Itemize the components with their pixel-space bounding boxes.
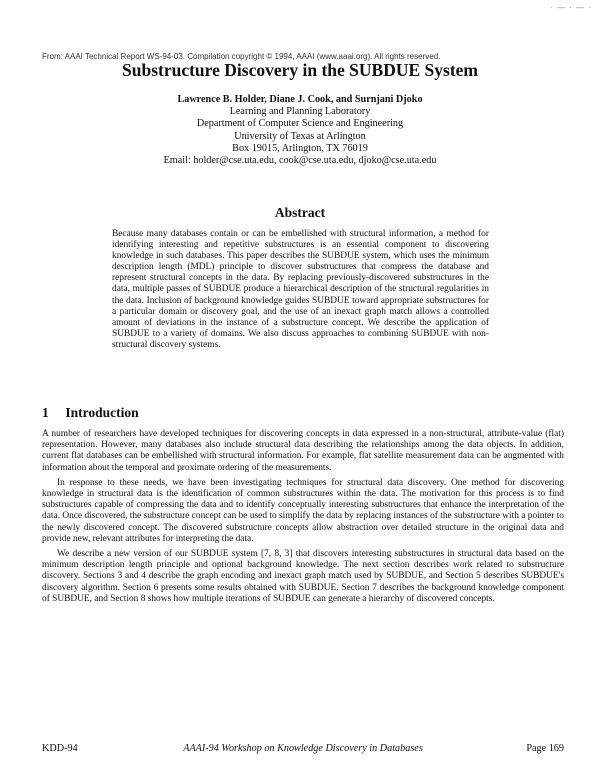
affiliation-lab: Learning and Planning Laboratory	[229, 106, 371, 118]
paper-title: Substructure Discovery in the SUBDUE System	[122, 60, 478, 80]
intro-paragraph-1: A number of researchers have developed techniques for discovering concepts in data expressed in a non-structural, attribute-value (flat) representation. However, many databases also include structural data describing the relationships among the data objects. In addition, current flat databases can be embellished with structural information. For example, flat satellite measurement data can be augmented with information about the temporal and proximate ordering of the measurements.	[42, 429, 564, 473]
intro-paragraph-2: In response to these needs, we have been investigating techniques for structural data discovery. One method for discovering knowledge in structural data is the identification of common substructures within the data. The motivation for this process is to find substructures capable of compressing the data and to identify conceptually interesting substructures that enhance the interpretation of the data. Once discovered, the substructure concept can be used to simplify the data by replacing instances of the substructure with a pointer to the newly discovered concept. The discovered substructure concepts allow abstraction over detailed structure in the original data and provide new, relevant attributes for interpreting the data.	[42, 477, 564, 544]
affiliation-department: Department of Computer Science and Engineering	[196, 118, 404, 130]
corner-mark: · — · — ·	[550, 3, 592, 12]
footer-page-number: Page 169	[526, 743, 564, 754]
abstract-body: Because many databases contain or can be embellished with structural information, a method for identifying interesting and repetitive substructures is an essential component to discovering knowledge in such databases. This paper describes the SUBDUE system, which uses the minimum description length (MDL) principle to discover substructures that compress the database and represent structural concepts in the data. By replacing previously-discovered substructures in the data, multiple passes of SUBDUE produce a hierarchical description of the structural regularities in the data. Inclusion of background knowledge guides SUBDUE toward appropriate substructures for a particular domain or discovery goal, and the use of an inexact graph match allows a controlled amount of deviations in the instance of a substructure concept. We describe the application of SUBDUE to a variety of domains. We also discuss approaches to combining SUBDUE with non-structural discovery systems.	[112, 229, 489, 350]
intro-paragraph-3: We describe a new version of our SUBDUE system [7, 8, 3] that discovers interesting substructures in structural data based on the minimum description length principle and optional background knowledge. The next section describes work related to substructure discovery. Sections 3 and 4 describe the graph encoding and inexact graph match used by SUBDUE, and Section 5 describes SUBDUE's discovery algorithm. Section 6 presents some results obtained with SUBDUE. Section 7 describes the background knowledge component of SUBDUE, and Section 8 shows how multiple iterations of SUBDUE can generate a hierarchy of discovered concepts.	[42, 549, 564, 604]
author-names: Lawrence B. Holder, Diane J. Cook, and Surnjani Djoko	[177, 94, 423, 105]
introduction-body	[42, 429, 564, 609]
copyright-notice: From: AAAI Technical Report WS-94-03. Compilation copyright © 1994, AAAI (www.aaai.org). All rights reserved.	[42, 52, 441, 61]
author-block	[0, 94, 600, 167]
abstract-heading: Abstract	[274, 205, 326, 220]
page-footer	[42, 743, 564, 759]
section-heading-introduction	[42, 405, 139, 421]
author-emails: Email: holder@cse.uta.edu, cook@cse.uta.edu, djoko@cse.uta.edu	[163, 155, 437, 167]
footer-venue: KDD-94	[42, 743, 78, 754]
footer-workshop: AAAI-94 Workshop on Knowledge Discovery in Databases	[183, 743, 423, 754]
section-title: Introduction	[65, 405, 139, 420]
affiliation-address: Box 19015, Arlington, TX 76019	[232, 142, 368, 154]
affiliation-university: University of Texas at Arlington	[234, 130, 366, 142]
section-number: 1	[42, 405, 49, 420]
